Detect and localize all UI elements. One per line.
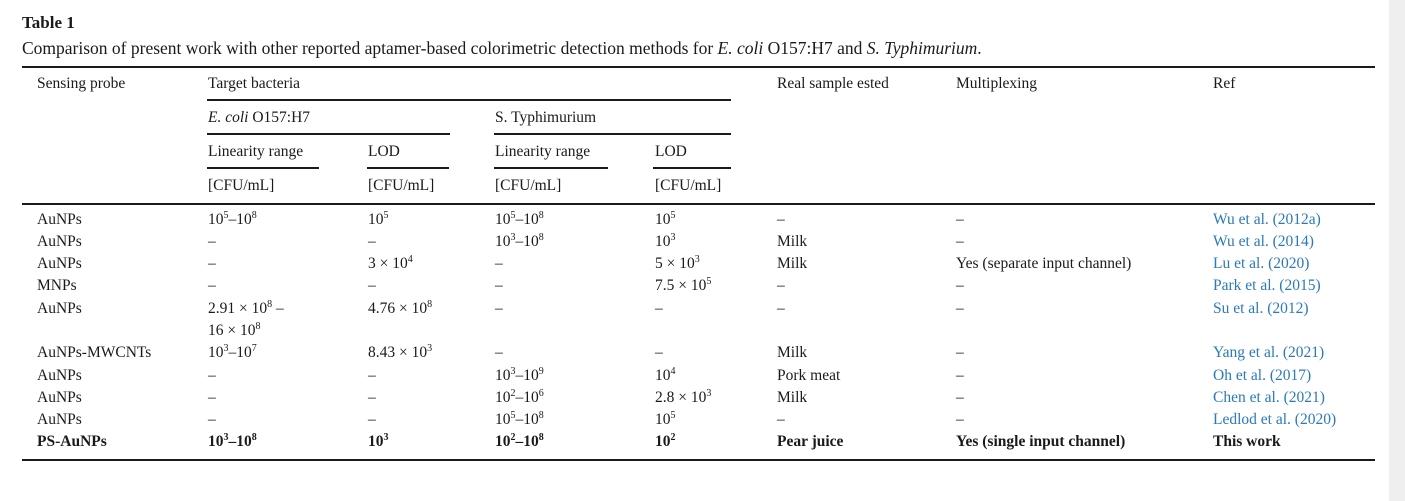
cell-ec-lod: $10^3$ <box>368 432 389 450</box>
cell-st-lod: $10^3$ <box>655 232 676 250</box>
cell-ref: This work <box>1213 433 1281 450</box>
cell-multiplex: – <box>956 233 964 250</box>
cell-st-lod: $10^4$ <box>655 366 676 384</box>
cell-st-lod: $5 \times 10^3$ <box>655 254 700 272</box>
cell-ref[interactable]: Yang et al. (2021) <box>1213 344 1325 361</box>
cell-st-lod: $7.5 \times 10^5$ <box>655 276 712 294</box>
cell-ec-range: – <box>208 367 216 384</box>
cell-ec-range: $2.91 \times 10^8$ – <box>208 299 284 317</box>
cell-sample: Pork meat <box>777 367 841 384</box>
cell-st-range: $10^2-10^8$ <box>495 432 544 450</box>
cell-probe: AuNPs <box>37 211 82 228</box>
cell-sample: – <box>777 211 785 228</box>
cell-st-lod: – <box>655 300 663 317</box>
cell-st-range: $10^3-10^9$ <box>495 366 544 384</box>
header-ec-lod-unit: [CFU/mL] <box>368 177 435 194</box>
cell-ec-range: – <box>208 411 216 428</box>
header-ec-linearity: Linearity range <box>208 143 304 160</box>
cell-ec-range: – <box>208 277 216 294</box>
cell-multiplex: – <box>956 389 964 406</box>
cell-ref[interactable]: Su et al. (2012) <box>1213 300 1309 317</box>
cell-probe: AuNPs <box>37 411 82 428</box>
cell-ec-lod: $10^5$ <box>368 210 389 228</box>
header-target-bacteria: Target bacteria <box>208 75 301 92</box>
cell-ref[interactable]: Chen et al. (2021) <box>1213 389 1325 406</box>
header-st-lod: LOD <box>655 143 687 160</box>
cell-multiplex: Yes (separate input channel) <box>956 255 1132 272</box>
styph-rule <box>494 133 731 135</box>
cell-multiplex: – <box>956 411 964 428</box>
table-caption: Comparison of present work with other reported aptamer-based colorimetric detection methods for E. coli O157:H7 and S. Typhimurium. <box>22 38 982 58</box>
cell-ec-lod: $4.76 \times 10^8$ <box>368 299 433 317</box>
cell-sample: Milk <box>777 233 808 250</box>
header-ecoli: E. coli O157:H7 <box>208 109 311 126</box>
cell-st-range: $10^3-10^8$ <box>495 232 544 250</box>
header-st-lod-unit: [CFU/mL] <box>655 177 722 194</box>
st-lod-rule <box>653 167 731 169</box>
cell-ec-lod: $3 \times 10^4$ <box>368 254 413 272</box>
cell-multiplex: – <box>956 211 964 228</box>
cell-ec-range: $10^3-10^8$ <box>208 432 257 450</box>
header-bottom-rule <box>22 203 1375 205</box>
cell-ec-range: – <box>208 389 216 406</box>
cell-ec-lod: – <box>368 389 376 406</box>
cell-st-range: – <box>495 344 503 361</box>
header-styphimurium: S. Typhimurium <box>495 109 597 126</box>
cell-probe: AuNPs-MWCNTs <box>37 344 152 361</box>
cell-probe: AuNPs <box>37 389 82 406</box>
cell-sample: Milk <box>777 255 808 272</box>
cell-st-lod: $10^5$ <box>655 210 676 228</box>
cell-st-range: – <box>495 300 503 317</box>
cell-ec-lod: $8.43 \times 10^3$ <box>368 343 433 361</box>
cell-ref[interactable]: Oh et al. (2017) <box>1213 367 1312 384</box>
side-scroll-strip <box>1389 0 1405 501</box>
cell-probe: PS-AuNPs <box>37 433 107 450</box>
cell-sample: Pear juice <box>777 433 844 450</box>
cell-st-lod: $10^5$ <box>655 410 676 428</box>
header-sensing-probe: Sensing probe <box>37 75 126 92</box>
table-label: Table 1 <box>22 13 75 32</box>
top-rule <box>22 66 1375 68</box>
target-bacteria-rule <box>207 99 731 101</box>
cell-ref[interactable]: Ledlod et al. (2020) <box>1213 411 1337 428</box>
header-st-range-unit: [CFU/mL] <box>495 177 562 194</box>
cell-probe: MNPs <box>37 277 77 294</box>
cell-ref[interactable]: Lu et al. (2020) <box>1213 255 1310 272</box>
header-real-sample: Real sample ested <box>777 75 889 92</box>
st-range-rule <box>494 167 608 169</box>
cell-ref[interactable]: Park et al. (2015) <box>1213 277 1321 294</box>
cell-ec-range: $10^5-10^8$ <box>208 210 257 228</box>
header-multiplexing: Multiplexing <box>956 75 1037 92</box>
cell-multiplex: – <box>956 344 964 361</box>
cell-multiplex: Yes (single input channel) <box>956 433 1126 450</box>
ecoli-rule <box>207 133 450 135</box>
cell-probe: AuNPs <box>37 233 82 250</box>
cell-sample: – <box>777 277 785 294</box>
cell-ref[interactable]: Wu et al. (2012a) <box>1213 211 1321 228</box>
cell-ec-range: – <box>208 233 216 250</box>
cell-ec-range: – <box>208 255 216 272</box>
cell-ec-range-continued: $16 \times 10^8$ <box>208 321 261 339</box>
cell-st-lod: $10^2$ <box>655 432 676 450</box>
header-ref: Ref <box>1213 75 1236 92</box>
cell-sample: Milk <box>777 344 808 361</box>
cell-multiplex: – <box>956 367 964 384</box>
cell-sample: – <box>777 411 785 428</box>
cell-st-range: – <box>495 277 503 294</box>
ec-range-rule <box>207 167 319 169</box>
cell-st-range: – <box>495 255 503 272</box>
cell-st-range: $10^5-10^8$ <box>495 210 544 228</box>
cell-probe: AuNPs <box>37 367 82 384</box>
cell-st-lod: – <box>655 344 663 361</box>
cell-st-range: $10^5-10^8$ <box>495 410 544 428</box>
cell-ec-lod: – <box>368 367 376 384</box>
cell-multiplex: – <box>956 300 964 317</box>
cell-st-range: $10^2-10^6$ <box>495 388 544 406</box>
cell-st-lod: $2.8 \times 10^3$ <box>655 388 712 406</box>
cell-probe: AuNPs <box>37 300 82 317</box>
header-ec-range-unit: [CFU/mL] <box>208 177 275 194</box>
cell-ec-lod: – <box>368 411 376 428</box>
header-ec-lod: LOD <box>368 143 400 160</box>
cell-multiplex: – <box>956 277 964 294</box>
cell-ec-lod: – <box>368 277 376 294</box>
header-st-linearity: Linearity range <box>495 143 591 160</box>
cell-ec-range: $10^3-10^7$ <box>208 343 257 361</box>
cell-ec-lod: – <box>368 233 376 250</box>
bottom-rule <box>22 459 1375 461</box>
cell-sample: – <box>777 300 785 317</box>
cell-probe: AuNPs <box>37 255 82 272</box>
cell-ref[interactable]: Wu et al. (2014) <box>1213 233 1314 250</box>
ec-lod-rule <box>367 167 449 169</box>
cell-sample: Milk <box>777 389 808 406</box>
